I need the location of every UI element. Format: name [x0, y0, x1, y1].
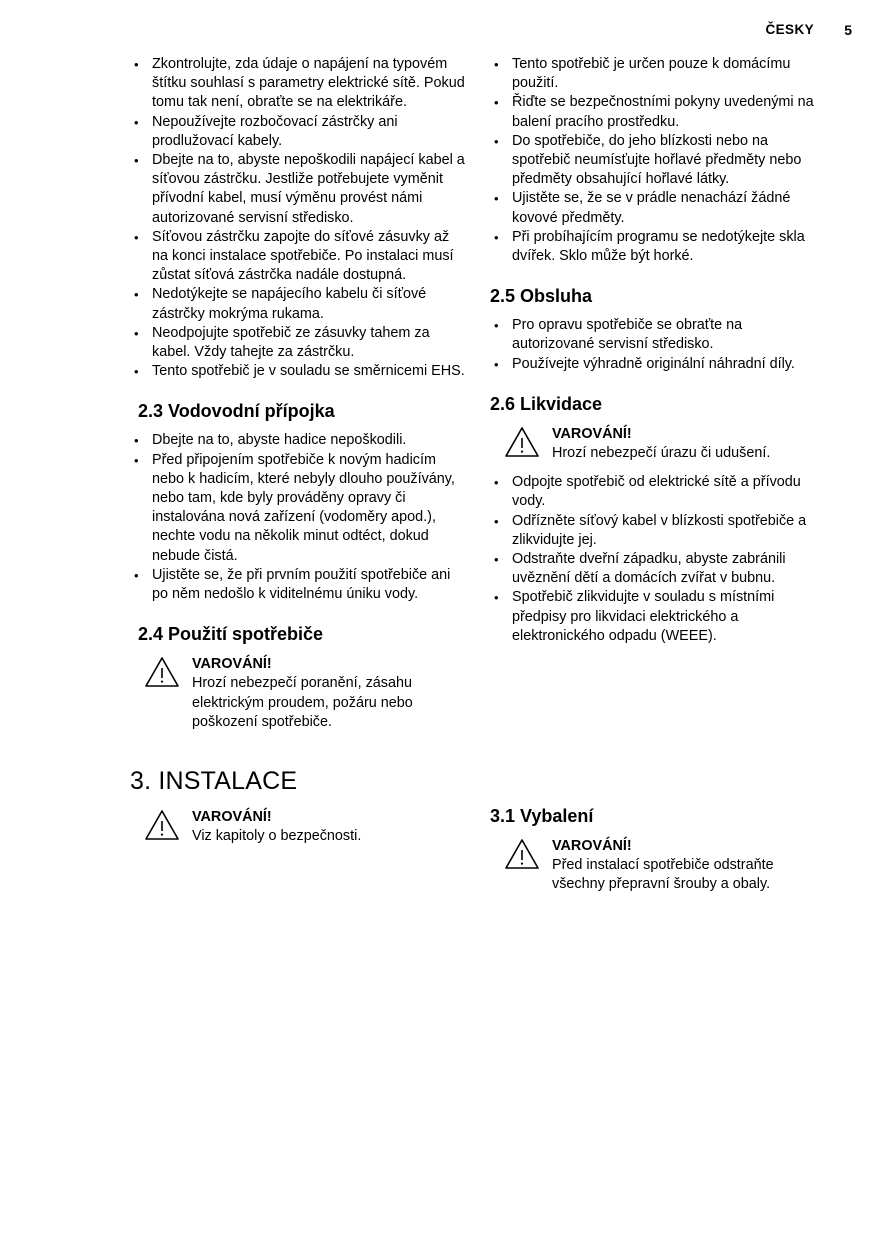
warning-triangle-icon	[144, 656, 180, 688]
page-number: 5	[844, 22, 852, 38]
warning-triangle-icon	[144, 809, 180, 841]
list-item: • Při probíhajícím programu se nedotýkejte skla dvířek. Sklo může být horké.	[490, 228, 825, 266]
list-item: • Ujistěte se, že se v prádle nenachází žádné kovové předměty.	[490, 189, 825, 227]
section-heading-2-5: 2.5 Obsluha	[490, 286, 593, 307]
warning-box-3	[130, 808, 465, 846]
list-item: • Používejte výhradně originální náhradní díly.	[490, 355, 825, 374]
warning-text: Hrozí nebezpečí poranění, zásahu elektrickým proudem, požáru nebo poškození spotřebiče.	[192, 675, 413, 730]
warning-triangle-icon	[504, 838, 540, 870]
left-column	[130, 55, 465, 857]
list-item: • Odstraňte dveřní západku, abyste zabránili uvěznění dětí a domácích zvířat v bubnu.	[490, 550, 825, 588]
list-item: • Zkontrolujte, zda údaje o napájení na typovém štítku souhlasí s parametry elektrické sítě. Pokud tomu tak není, obraťte se na elektrikáře.	[130, 55, 465, 113]
language-label: ČESKY	[765, 22, 814, 37]
list-item: • Před připojením spotřebiče k novým hadicím nebo k hadicím, které nebyly dlouho používány, nebo tam, kde byly prováděny opravy či instalována nová zařízení (vodoměry apod.), nechte vodu na několik minut odtéct, dokud nebude čistá.	[130, 451, 465, 566]
list-item: • Dbejte na to, abyste nepoškodili napájecí kabel a síťovou zástrčku. Jestliže potřebujete vyměnit přívodní kabel, musí výměnu provést námi autorizované servisní středisko.	[130, 151, 465, 228]
warning-text: Viz kapitoly o bezpečnosti.	[192, 828, 362, 845]
list-item: • Tento spotřebič je určen pouze k domácímu použití.	[490, 55, 825, 93]
warning-box-2-6	[490, 425, 825, 463]
chapter-heading-3: 3. INSTALACE	[130, 767, 298, 796]
list-item: • Odpojte spotřebič od elektrické sítě a přívodu vody.	[490, 473, 825, 511]
section-2-3-bullet-list	[130, 431, 465, 604]
list-item: • Do spotřebiče, do jeho blízkosti nebo na spotřebič neumísťujte hořlavé předměty nebo předměty obsahující hořlavé látky.	[490, 132, 825, 190]
list-item: • Pro opravu spotřebiče se obraťte na autorizované servisní středisko.	[490, 316, 825, 354]
column-spacer	[490, 646, 825, 786]
list-item: • Nepoužívejte rozbočovací zástrčky ani prodlužovací kabely.	[130, 113, 465, 151]
warning-box-3-1	[490, 837, 825, 895]
section-heading-2-3: 2.3 Vodovodní přípojka	[138, 401, 335, 422]
list-item: • Nedotýkejte se napájecího kabelu či síťové zástrčky mokrýma rukama.	[130, 285, 465, 323]
intro-bullet-list	[130, 55, 465, 381]
section-heading-2-6: 2.6 Likvidace	[490, 393, 603, 414]
list-item: • Ujistěte se, že při prvním použití spotřebiče ani po něm nedošlo k viditelnému úniku vody.	[130, 566, 465, 604]
section-2-5-bullet-list	[490, 316, 825, 374]
list-item: • Spotřebič zlikvidujte v souladu s místními předpisy pro likvidaci elektrického a elektronického odpadu (WEEE).	[490, 588, 825, 646]
list-item: • Síťovou zástrčku zapojte do síťové zásuvky až na konci instalace spotřebiče. Po instalaci musí zůstat síťová zástrčka nadále dostupná.	[130, 228, 465, 286]
top-bullet-list	[490, 55, 825, 266]
list-item: • Tento spotřebič je v souladu se směrnicemi EHS.	[130, 362, 465, 381]
warning-box-2-4	[130, 655, 465, 732]
section-heading-3-1: 3.1 Vybalení	[490, 806, 594, 827]
list-item: • Neodpojujte spotřebič ze zásuvky tahem za kabel. Vždy tahejte za zástrčku.	[130, 324, 465, 362]
section-2-6-bullet-list	[490, 473, 825, 646]
list-item: • Odřízněte síťový kabel v blízkosti spotřebiče a zlikvidujte jej.	[490, 512, 825, 550]
warning-title: VAROVÁNÍ!	[192, 809, 272, 826]
right-column	[490, 55, 825, 905]
section-heading-2-4: 2.4 Použití spotřebiče	[138, 624, 324, 645]
warning-title: VAROVÁNÍ!	[552, 425, 632, 442]
warning-title: VAROVÁNÍ!	[552, 838, 632, 855]
warning-text: Hrozí nebezpečí úrazu či udušení.	[552, 445, 771, 462]
warning-text: Před instalací spotřebiče odstraňte všechny přepravní šrouby a obaly.	[552, 857, 774, 893]
warning-title: VAROVÁNÍ!	[192, 656, 272, 673]
page-header	[0, 22, 874, 42]
list-item: • Řiďte se bezpečnostními pokyny uvedenými na balení pracího prostředku.	[490, 93, 825, 131]
list-item: • Dbejte na to, abyste hadice nepoškodili.	[130, 431, 465, 450]
warning-triangle-icon	[504, 426, 540, 458]
